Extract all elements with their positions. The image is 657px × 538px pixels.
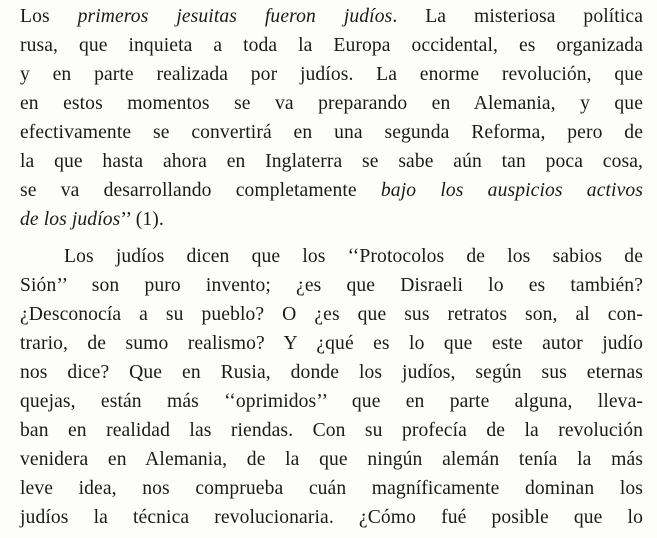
text-line: la que hasta ahora en Inglaterra se sabe aún tan poca cosa, — [20, 151, 643, 172]
text-line: venidera en Alemania, de la que ningún alemán tenía la más — [20, 449, 643, 470]
text-line: se va desarrollando completamente bajo los auspicios activos — [20, 180, 643, 201]
text-line: trario, de sumo realismo? Y ¿qué es lo que este autor judío — [20, 333, 643, 354]
text-line: leve idea, nos comprueba cuán magníficamente dominan los — [20, 478, 643, 499]
text-line: nos dice? Que en Rusia, donde los judíos, según sus eternas — [20, 362, 643, 383]
text-line: rusa, que inquieta a toda la Europa occidental, es organizada — [20, 35, 643, 56]
text-line: y en parte realizada por judíos. La enorme revolución, que — [20, 64, 643, 85]
text-line: judíos la técnica revolucionaria. ¿Cómo fué posible que lo — [20, 507, 643, 528]
paragraph-1 — [20, 2, 643, 234]
text-line: ¿Desconocía a su pueblo? O ¿es que sus retratos son, al con- — [20, 304, 643, 325]
paragraph-2 — [20, 242, 643, 532]
text-line: Los judíos dicen que los ‘‘Protocolos de los sabios de — [64, 246, 643, 267]
text-line: en estos momentos se va preparando en Alemania, y que — [20, 93, 643, 114]
text-line: Sión’’ son puro invento; ¿es que Disraeli lo es también? — [20, 275, 643, 296]
text-line: quejas, están más ‘‘oprimidos’’ que en parte alguna, lleva- — [20, 391, 643, 412]
text-line: efectivamente se convertirá en una segunda Reforma, pero de — [20, 122, 643, 143]
text-line: de los judíos’’ (1). — [20, 209, 164, 230]
text-line: Los primeros jesuitas fueron judíos. La misteriosa política — [20, 6, 643, 27]
text-line: ban en realidad las riendas. Con su profecía de la revolución — [20, 420, 643, 441]
